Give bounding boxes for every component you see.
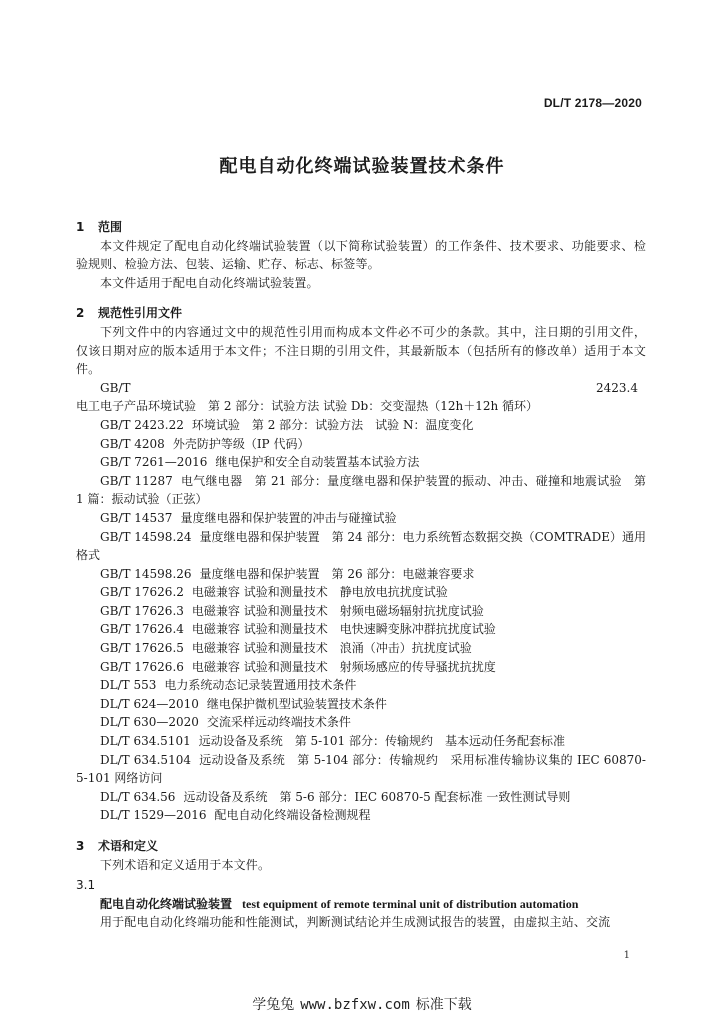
reference-item xyxy=(76,732,646,751)
reference-item xyxy=(76,528,646,565)
reference-code: DL/T 634.56 xyxy=(100,789,176,804)
section-title: 范围 xyxy=(98,220,123,234)
reference-title: 量度继电器和保护装置 第 26 部分：电磁兼容要求 xyxy=(199,566,475,581)
reference-title: 配电自动化终端设备检测规程 xyxy=(214,808,371,823)
terms-intro: 下列术语和定义适用于本文件。 xyxy=(100,857,271,872)
reference-title: 电气继电器 第 21 部分：量度继电器和保护装置的振动、冲击、碰撞和地震试验 第 1 篇：振动试验（正弦） xyxy=(76,473,646,507)
reference-item xyxy=(76,695,646,714)
reference-list xyxy=(76,379,646,825)
reference-item xyxy=(76,676,646,695)
reference-item xyxy=(76,379,646,416)
clause-number: 3.1 xyxy=(76,878,96,893)
section-number: 1 xyxy=(76,220,85,234)
reference-code: GB/T 14598.26 xyxy=(100,566,192,581)
reference-item xyxy=(76,713,646,732)
reference-item xyxy=(76,639,646,658)
reference-title: 交流采样远动终端技术条件 xyxy=(206,715,351,730)
reference-item xyxy=(76,472,646,509)
section-heading-scope xyxy=(76,218,646,237)
section-title: 术语和定义 xyxy=(98,839,159,853)
reference-item xyxy=(76,453,646,472)
reference-title: 量度继电器和保护装置 第 24 部分：电力系统暂态数据交换（COMTRADE）通用格式 xyxy=(76,529,646,563)
reference-item xyxy=(76,583,646,602)
reference-title: 远动设备及系统 第 5-104 部分：传输规约 采用标准传输协议集的 IEC 60870-5-101 网络访问 xyxy=(76,752,646,786)
reference-item xyxy=(76,751,646,788)
reference-title: 外壳防护等级（IP 代码） xyxy=(172,436,310,451)
reference-item xyxy=(76,658,646,677)
reference-title: 电磁兼容 试验和测量技术 静电放电抗扰度试验 xyxy=(191,585,448,600)
reference-code: DL/T 634.5104 xyxy=(100,752,191,767)
reference-item xyxy=(76,509,646,528)
reference-code: GB/T 2423.4 xyxy=(100,380,638,395)
reference-code: GB/T 17626.6 xyxy=(100,659,184,674)
term-definition: 用于配电自动化终端功能和性能测试，判断测试结论并生成测试报告的装置，由虚拟主站、交流 xyxy=(100,915,611,930)
watermark-tagline: 标准下载 xyxy=(415,997,472,1013)
reference-item xyxy=(76,416,646,435)
term-chinese: 配电自动化终端试验装置 xyxy=(100,896,233,911)
reference-title: 电力系统动态记录装置通用技术条件 xyxy=(164,678,357,693)
reference-code: GB/T 2423.22 xyxy=(100,417,184,432)
section-heading-normative-references xyxy=(76,304,646,323)
reference-code: GB/T 14598.24 xyxy=(100,529,192,544)
reference-title: 继电保护微机型试验装置技术条件 xyxy=(206,696,387,711)
reference-item xyxy=(76,602,646,621)
page-number: 1 xyxy=(623,950,630,961)
reference-code: GB/T 17626.4 xyxy=(100,622,184,637)
reference-code: DL/T 634.5101 xyxy=(100,734,191,749)
reference-code: GB/T 17626.3 xyxy=(100,603,184,618)
references-intro: 下列文件中的内容通过文中的规范性引用而构成本文件必不可少的条款。其中，注日期的引用文件，仅该日期对应的版本适用于本文件；不注日期的引用文件，其最新版本（包括所有的修改单）适用于本文件。 xyxy=(76,324,646,377)
reference-code: GB/T 7261—2016 xyxy=(100,455,208,470)
reference-code: DL/T 624—2010 xyxy=(100,696,199,711)
watermark-footer xyxy=(0,994,724,1014)
reference-title: 远动设备及系统 第 5-6 部分：IEC 60870-5 配套标准 一致性测试导则 xyxy=(183,789,571,804)
reference-title: 环境试验 第 2 部分：试验方法 试验 N：温度变化 xyxy=(191,417,474,432)
reference-title: 电磁兼容 试验和测量技术 射频电磁场辐射抗扰度试验 xyxy=(191,603,484,618)
section-number: 2 xyxy=(76,306,85,321)
term-english: test equipment of remote terminal unit of distribution automation xyxy=(242,896,579,911)
reference-code: GB/T 11287 xyxy=(100,473,173,488)
reference-code: GB/T 17626.5 xyxy=(100,641,184,656)
section-number: 3 xyxy=(76,839,85,853)
scope-paragraph: 本文件规定了配电自动化终端试验装置（以下简称试验装置）的工作条件、技术要求、功能要求、检验规则、检验方法、包装、运输、贮存、标志、标签等。 xyxy=(76,238,646,272)
reference-title: 电磁兼容 试验和测量技术 浪涌（冲击）抗扰度试验 xyxy=(191,641,472,656)
reference-code: GB/T 4208 xyxy=(100,436,165,451)
document-code: DL/T 2178—2020 xyxy=(543,96,642,110)
reference-title: 电工电子产品环境试验 第 2 部分：试验方法 试验 Db：交变湿热（12h＋12h 循环） xyxy=(76,399,539,414)
reference-code: GB/T 17626.2 xyxy=(100,585,184,600)
reference-code: DL/T 553 xyxy=(100,678,157,693)
document-title: 配电自动化终端试验装置技术条件 xyxy=(219,156,505,177)
reference-item xyxy=(76,565,646,584)
reference-code: GB/T 14537 xyxy=(100,510,173,525)
reference-title: 量度继电器和保护装置的冲击与碰撞试验 xyxy=(180,510,397,525)
reference-code: DL/T 630—2020 xyxy=(100,715,199,730)
watermark-url: www.bzfxw.com xyxy=(300,997,410,1013)
reference-code: DL/T 1529—2016 xyxy=(100,808,207,823)
reference-item xyxy=(76,620,646,639)
reference-item xyxy=(76,788,646,807)
reference-title: 电磁兼容 试验和测量技术 电快速瞬变脉冲群抗扰度试验 xyxy=(191,622,496,637)
document-body xyxy=(76,218,646,932)
watermark-site-name: 学兔兔 xyxy=(252,997,295,1013)
reference-title: 远动设备及系统 第 5-101 部分：传输规约 基本远动任务配套标准 xyxy=(198,734,565,749)
reference-item xyxy=(76,435,646,454)
reference-title: 电磁兼容 试验和测量技术 射频场感应的传导骚扰抗扰度 xyxy=(191,659,496,674)
scope-paragraph: 本文件适用于配电自动化终端试验装置。 xyxy=(100,275,319,290)
section-heading-terms-definitions xyxy=(76,837,646,856)
term-entry xyxy=(76,895,646,914)
section-title: 规范性引用文件 xyxy=(98,306,183,321)
reference-title: 继电保护和安全自动装置基本试验方法 xyxy=(215,455,420,470)
reference-item xyxy=(76,806,646,825)
